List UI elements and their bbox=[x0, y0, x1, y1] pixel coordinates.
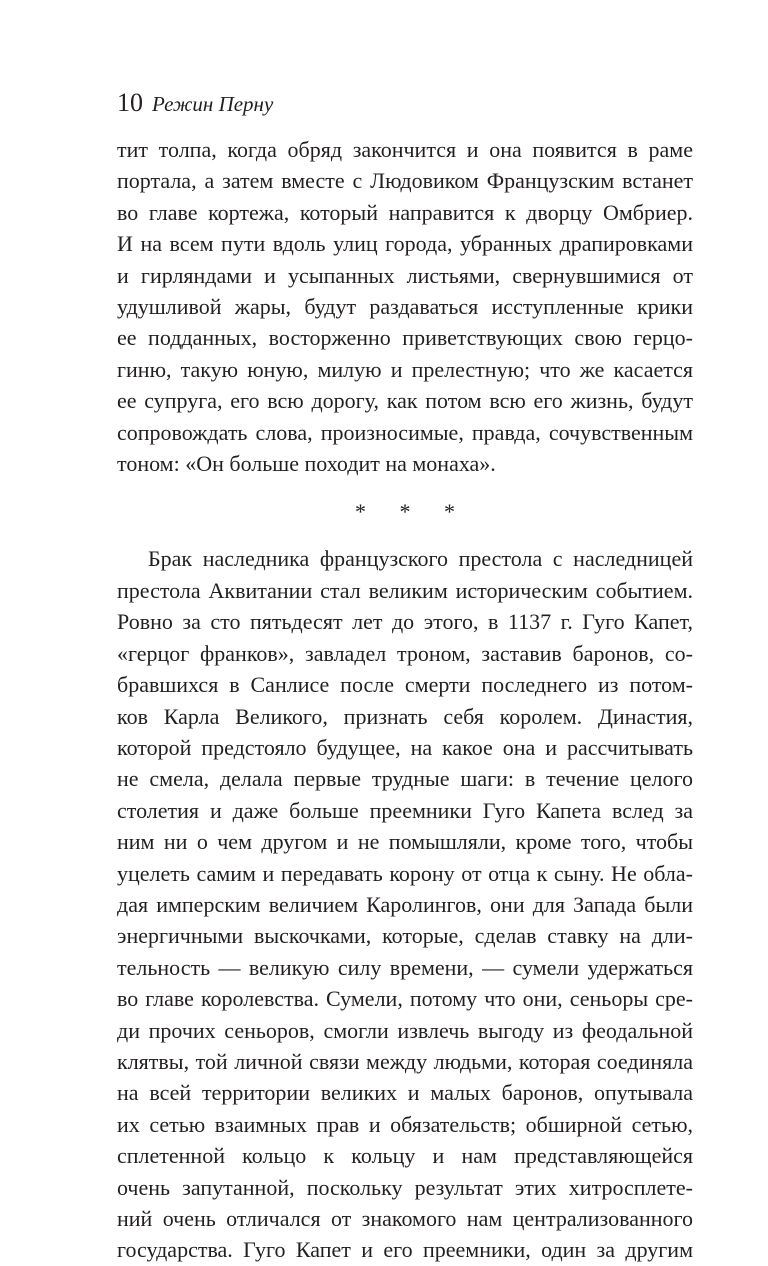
text-line: ди прочих сеньоров, смогли извлечь выгоду из феодальной bbox=[117, 1017, 693, 1043]
text-line: Брак наследника французского престола с наследницей bbox=[148, 546, 693, 572]
text-line: тит толпа, когда обряд закончится и она появится в раме bbox=[117, 137, 693, 162]
body-text bbox=[117, 134, 693, 1266]
paragraph-1 bbox=[117, 134, 693, 479]
text-line: удушливой жары, будут раздаваться исступленные крики bbox=[117, 294, 693, 320]
text-line: гиню, такую юную, милую и прелестную; что же касается bbox=[117, 356, 693, 382]
running-head bbox=[117, 88, 273, 118]
text-line: ее супруга, его всю дорогу, как потом всю его жизнь, будут bbox=[117, 388, 693, 414]
text-line: портала, а затем вместе с Людовиком Французским встанет bbox=[117, 168, 693, 194]
text-line: клятвы, той личной связи между людьми, которая соединяла bbox=[117, 1048, 693, 1074]
text-line: ков Карла Великого, признать себя королем. Династия, bbox=[117, 703, 693, 729]
text-line: государства. Гуго Капет и его преемники, один за другим bbox=[117, 1237, 693, 1263]
text-line: сопровождать слова, произносимые, правда, сочувственным bbox=[117, 419, 693, 445]
text-line: престола Аквитании стал великим историческим событием. bbox=[117, 577, 693, 603]
text-line: ний очень отличался от знакомого нам централизованного bbox=[117, 1206, 693, 1231]
text-line: во главе королевства. Сумели, потому что они, сеньоры сре- bbox=[117, 986, 693, 1012]
page-number: 10 bbox=[117, 88, 143, 117]
text-line: ее подданных, восторженно приветствующих свою герцо- bbox=[117, 325, 693, 351]
text-line: бравшихся в Санлисе после смерти последнего из потом- bbox=[117, 672, 693, 698]
text-line: сплетенной кольцо к кольцу и нам представляющейся bbox=[117, 1143, 693, 1169]
text-line: очень запутанной, поскольку результат этих хитросплете- bbox=[117, 1174, 693, 1200]
text-line: тельность — великую силу времени, — сумели удержаться bbox=[117, 954, 693, 980]
paragraph-2 bbox=[117, 543, 693, 1265]
text-line: тоном: «Он больше походит на монаха». bbox=[117, 451, 496, 477]
book-page bbox=[117, 0, 693, 1263]
text-line: ним ни о чем другом и не помышляли, кроме того, чтобы bbox=[117, 829, 693, 855]
text-line: Ровно за сто пятьдесят лет до этого, в 1137 г. Гуго Капет, bbox=[117, 609, 693, 635]
text-line: не смела, делала первые трудные шаги: в течение целого bbox=[117, 766, 693, 792]
text-line: уцелеть самим и передавать корону от отца к сыну. Не обла- bbox=[117, 860, 693, 886]
text-line: которой предстояло будущее, на какое она и рассчитывать bbox=[117, 734, 693, 760]
text-line: во главе кортежа, который направится к дворцу Омбриер. bbox=[117, 199, 693, 225]
text-line: их сетью взаимных прав и обязательств; обширной сетью, bbox=[117, 1111, 693, 1137]
text-line: «герцог франков», завладел троном, заставив баронов, со- bbox=[117, 640, 693, 666]
text-line: и гирляндами и усыпанных листьями, свернувшимися от bbox=[117, 262, 693, 288]
text-line: И на всем пути вдоль улиц города, убранных драпировками bbox=[117, 231, 693, 257]
text-line: дая имперским величием Каролингов, они для Запада были bbox=[117, 891, 693, 917]
section-separator: * * * bbox=[355, 499, 469, 525]
text-line: энергичными выскочками, которые, сделав ставку на дли- bbox=[117, 923, 693, 949]
text-line: столетия и даже больше преемники Гуго Капета вслед за bbox=[117, 797, 693, 823]
running-title: Режин Перну bbox=[152, 92, 274, 116]
text-line: на всей территории великих и малых баронов, опутывала bbox=[117, 1080, 693, 1106]
